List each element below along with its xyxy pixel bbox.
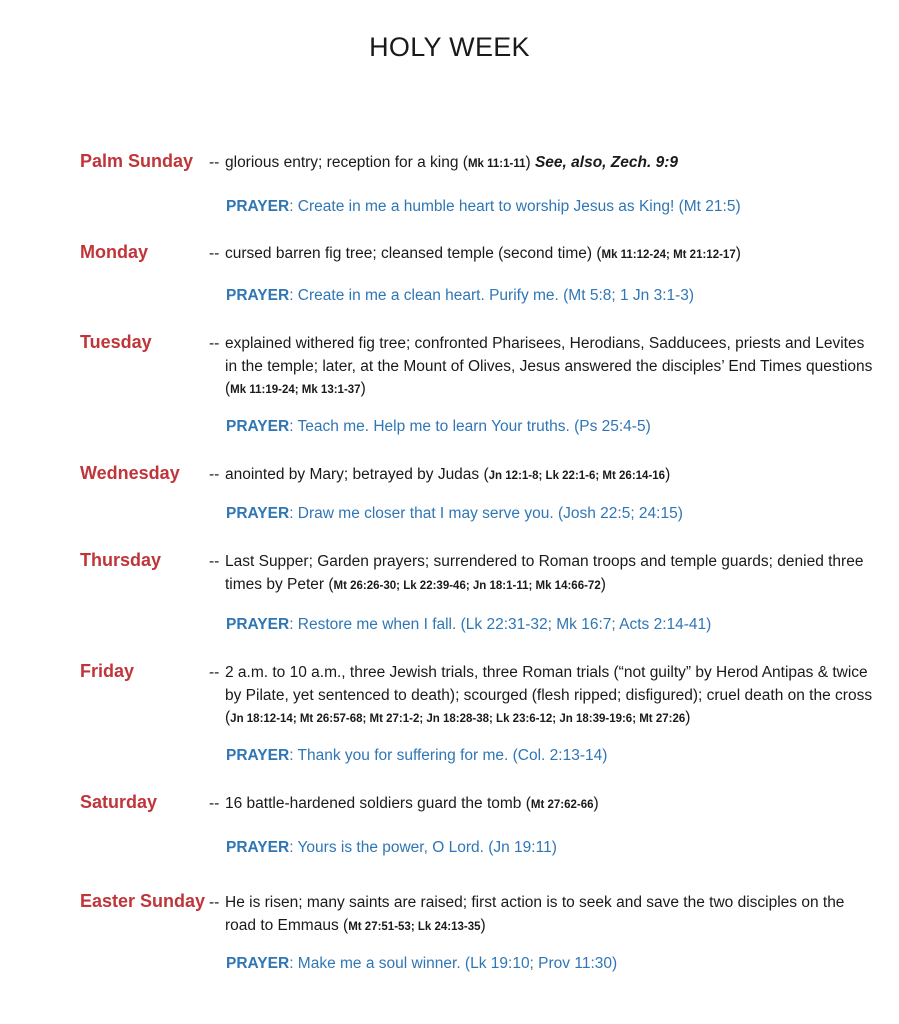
prayer-text: : Make me a soul winner. (Lk 19:10; Prov 11:30) <box>289 955 618 972</box>
description-close: ) <box>525 154 535 171</box>
description-text: He is risen; many saints are raised; first action is to seek and save the two disciples on the road to Emmaus ( <box>225 894 845 934</box>
dash: -- <box>209 894 220 911</box>
prayer-thursday <box>226 616 711 634</box>
prayer-text: : Draw me closer that I may serve you. (Josh 22:5; 24:15) <box>289 505 683 522</box>
dash: -- <box>209 553 220 570</box>
prayer-tuesday <box>226 418 651 436</box>
day-heading-monday: Monday <box>80 242 149 262</box>
prayer-text: : Create in me a clean heart. Purify me. (Mt 5:8; 1 Jn 3:1-3) <box>289 287 695 304</box>
prayer-label: PRAYER <box>226 287 290 304</box>
prayer-label: PRAYER <box>226 198 290 215</box>
scripture-reference: Mt 27:51-53; Lk 24:13-35 <box>348 920 481 933</box>
scripture-reference: Mt 27:62-66 <box>530 799 594 811</box>
scripture-reference: Jn 18:12-14; Mt 26:57-68; Mt 27:1-2; Jn 18:28-38; Lk 23:6-12; Jn 18:39-19:6; Mt 27:26 <box>230 713 686 725</box>
day-description-palm-sunday <box>209 152 879 176</box>
day-description-easter-sunday <box>209 892 879 938</box>
day-heading-thursday: Thursday <box>80 550 162 570</box>
prayer-label: PRAYER <box>226 418 290 435</box>
prayer-palm-sunday <box>226 198 741 216</box>
scripture-reference: Mk 11:19-24; Mk 13:1-37 <box>230 384 361 396</box>
description-close: ) <box>360 380 366 397</box>
dash: -- <box>209 795 220 812</box>
prayer-text: : Create in me a humble heart to worship Jesus as King! (Mt 21:5) <box>289 198 741 215</box>
day-heading-tuesday: Tuesday <box>80 332 152 352</box>
scripture-reference: Mt 26:26-30; Lk 22:39-46; Jn 18:1-11; Mk 14:66-72 <box>333 579 601 592</box>
dash: -- <box>209 466 220 483</box>
description-text: 2 a.m. to 10 a.m., three Jewish trials, three Roman trials (“not guilty” by Herod Antipas & twice by Pilate, yet sentenced to death); scourged (flesh ripped; disfigured); cruel death on the cross ( <box>225 664 873 726</box>
prayer-text: : Teach me. Help me to learn Your truths. (Ps 25:4-5) <box>289 418 651 435</box>
description-close: ) <box>480 916 486 934</box>
description-close: ) <box>685 709 691 726</box>
day-description-friday <box>209 662 879 731</box>
description-text: anointed by Mary; betrayed by Judas ( <box>225 466 489 483</box>
prayer-monday <box>226 287 694 305</box>
prayer-friday <box>226 747 607 765</box>
prayer-wednesday <box>226 505 683 523</box>
scripture-reference: Mk 11:12-24; Mt 21:12-17 <box>601 249 736 261</box>
prayer-label: PRAYER <box>226 747 290 764</box>
prayer-saturday <box>226 839 557 857</box>
prayer-text: : Thank you for suffering for me. (Col. 2:13-14) <box>289 747 608 764</box>
description-text: cursed barren fig tree; cleansed temple (second time) ( <box>225 245 602 262</box>
prayer-easter-sunday <box>226 955 617 973</box>
day-description-saturday <box>209 793 879 817</box>
day-description-wednesday <box>209 464 879 488</box>
day-heading-wednesday: Wednesday <box>80 463 180 483</box>
description-close: ) <box>735 245 741 262</box>
description-text: glorious entry; reception for a king ( <box>225 154 468 171</box>
day-description-tuesday <box>209 333 879 402</box>
day-heading-palm-sunday: Palm Sunday <box>80 151 194 171</box>
description-text: explained withered fig tree; confronted Pharisees, Herodians, Sadducees, priests and Levites in the temple; later, at the Mount of Olives, Jesus answered the disciples’ End Times questions ( <box>225 335 873 397</box>
prayer-text: : Yours is the power, O Lord. (Jn 19:11) <box>289 839 557 856</box>
prayer-label: PRAYER <box>226 616 290 633</box>
description-text: 16 battle-hardened soldiers guard the tomb ( <box>225 795 531 812</box>
description-close: ) <box>593 795 599 812</box>
dash: -- <box>209 335 220 352</box>
dash: -- <box>209 245 220 262</box>
scripture-reference: Jn 12:1-8; Lk 22:1-6; Mt 26:14-16 <box>488 470 666 482</box>
day-heading-saturday: Saturday <box>80 792 158 812</box>
prayer-label: PRAYER <box>226 839 290 856</box>
description-close: ) <box>600 575 606 593</box>
page-title: HOLY WEEK <box>369 32 530 62</box>
day-description-monday <box>209 243 879 267</box>
day-heading-friday: Friday <box>80 661 135 681</box>
see-also-note: See, also, Zech. 9:9 <box>534 154 678 171</box>
prayer-text: : Restore me when I fall. (Lk 22:31-32; Mk 16:7; Acts 2:14-41) <box>289 616 712 633</box>
description-close: ) <box>665 466 671 483</box>
prayer-label: PRAYER <box>226 955 290 972</box>
prayer-label: PRAYER <box>226 505 290 522</box>
scripture-reference: Mk 11:1-11 <box>467 158 526 170</box>
day-description-thursday <box>209 551 879 597</box>
dash: -- <box>209 154 220 171</box>
description-text: Last Supper; Garden prayers; surrendered to Roman troops and temple guards; denied three times by Peter ( <box>225 553 864 593</box>
day-heading-easter-sunday: Easter Sunday <box>80 891 206 911</box>
dash: -- <box>209 664 220 681</box>
